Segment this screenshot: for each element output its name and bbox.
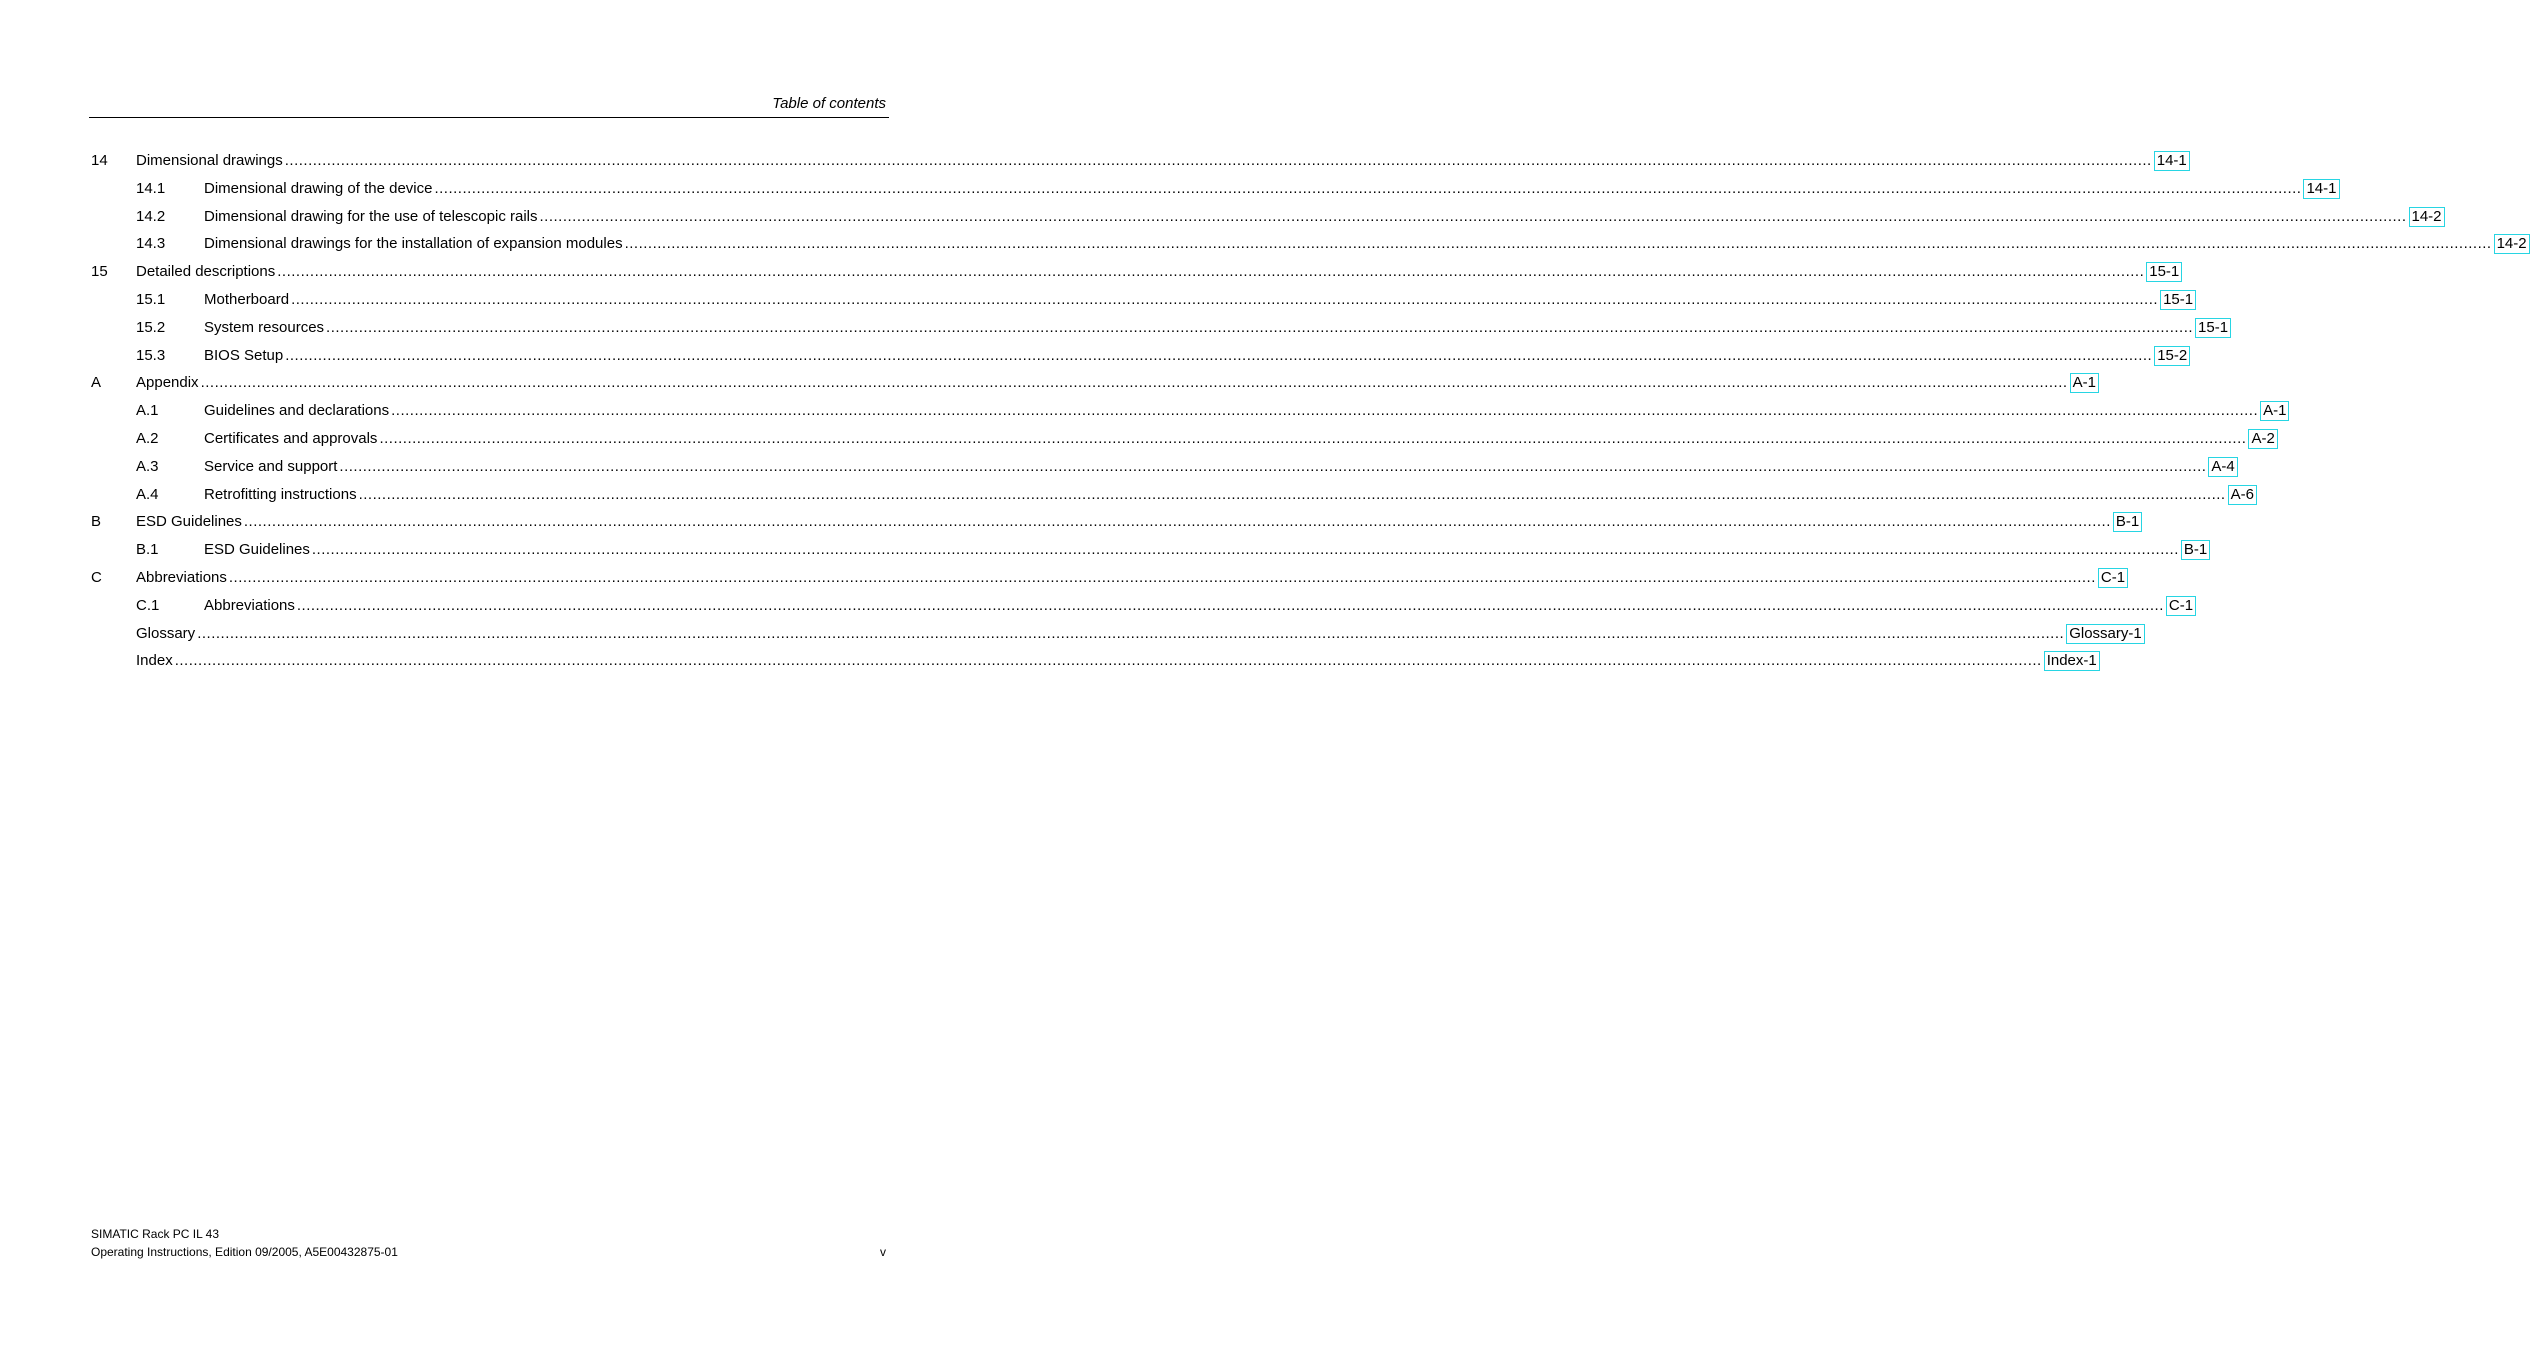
- toc-entry[interactable]: [91, 147, 2187, 175]
- toc-entry-number: 15.2: [136, 318, 166, 336]
- toc-leader-dots: ................................................................................................................................................................................................................................................................................................................................................................................................................: [200, 374, 2068, 392]
- toc-entry-title[interactable]: Dimensional drawing for the use of telescopic rails: [204, 207, 538, 225]
- toc-page-link[interactable]: B-1: [2113, 512, 2142, 532]
- toc-entry-title[interactable]: BIOS Setup: [204, 346, 284, 364]
- toc-entry-number: C.1: [136, 596, 160, 614]
- toc-leader-dots: ................................................................................................................................................................................................................................................................................................................................................................................................................: [326, 318, 2194, 336]
- toc-entry-number: 14.1: [136, 179, 166, 197]
- toc-leader-dots: ................................................................................................................................................................................................................................................................................................................................................................................................................: [624, 235, 2492, 253]
- toc-entry[interactable]: [91, 203, 2442, 231]
- toc-page-link[interactable]: B-1: [2181, 540, 2210, 560]
- toc-entry-title[interactable]: Appendix: [136, 374, 199, 392]
- toc-entry-title[interactable]: Abbreviations: [136, 568, 227, 586]
- toc-entry[interactable]: [91, 230, 2527, 258]
- toc-entry[interactable]: [91, 564, 2126, 592]
- toc-entry-title[interactable]: Service and support: [204, 457, 338, 475]
- toc-page-link[interactable]: 15-1: [2195, 318, 2231, 338]
- toc-page-link[interactable]: C-1: [2098, 568, 2128, 588]
- toc-leader-dots: ................................................................................................................................................................................................................................................................................................................................................................................................................: [243, 513, 2111, 531]
- toc-entry-title[interactable]: System resources: [204, 318, 325, 336]
- toc-leader-dots: ................................................................................................................................................................................................................................................................................................................................................................................................................: [174, 652, 2042, 670]
- toc-entry[interactable]: [91, 425, 2275, 453]
- toc-page-link[interactable]: 14-1: [2303, 179, 2339, 199]
- toc-leader-dots: ................................................................................................................................................................................................................................................................................................................................................................................................................: [339, 457, 2207, 475]
- toc-entry-title[interactable]: ESD Guidelines: [204, 541, 310, 559]
- toc-entry[interactable]: [91, 342, 2188, 370]
- table-of-contents: [91, 147, 2527, 675]
- toc-entry-title[interactable]: Certificates and approvals: [204, 429, 378, 447]
- toc-entry-number: A.1: [136, 402, 159, 420]
- toc-leader-dots: ................................................................................................................................................................................................................................................................................................................................................................................................................: [291, 290, 2159, 308]
- toc-entry[interactable]: [91, 175, 2337, 203]
- toc-leader-dots: ................................................................................................................................................................................................................................................................................................................................................................................................................: [277, 263, 2145, 281]
- toc-page-link[interactable]: A-1: [2070, 373, 2099, 393]
- toc-entry-title[interactable]: Detailed descriptions: [136, 263, 276, 281]
- toc-entry-number: A.2: [136, 429, 159, 447]
- toc-entry-title[interactable]: Motherboard: [204, 290, 290, 308]
- toc-entry-number: A: [91, 374, 102, 392]
- toc-page-link[interactable]: 14-2: [2494, 234, 2530, 254]
- toc-page-link[interactable]: 14-1: [2154, 151, 2190, 171]
- toc-entry-number: 15.1: [136, 290, 166, 308]
- toc-page-link[interactable]: C-1: [2166, 596, 2196, 616]
- toc-leader-dots: ................................................................................................................................................................................................................................................................................................................................................................................................................: [228, 568, 2096, 586]
- toc-leader-dots: ................................................................................................................................................................................................................................................................................................................................................................................................................: [358, 485, 2226, 503]
- toc-entry[interactable]: [91, 369, 2096, 397]
- toc-entry[interactable]: [91, 314, 2229, 342]
- toc-entry[interactable]: [91, 286, 2194, 314]
- toc-entry-number: 15.3: [136, 346, 166, 364]
- toc-entry-number: A.3: [136, 457, 159, 475]
- toc-page-link[interactable]: A-2: [2248, 429, 2277, 449]
- toc-page-link[interactable]: 15-2: [2154, 346, 2190, 366]
- toc-leader-dots: ................................................................................................................................................................................................................................................................................................................................................................................................................: [197, 624, 2065, 642]
- toc-entry[interactable]: [91, 620, 2142, 648]
- toc-page-link[interactable]: A-6: [2228, 485, 2257, 505]
- toc-leader-dots: ................................................................................................................................................................................................................................................................................................................................................................................................................: [284, 152, 2152, 169]
- toc-entry[interactable]: [91, 647, 2097, 675]
- toc-entry-title[interactable]: Dimensional drawings: [136, 152, 283, 169]
- toc-entry[interactable]: [91, 508, 2140, 536]
- toc-leader-dots: ................................................................................................................................................................................................................................................................................................................................................................................................................: [296, 596, 2164, 614]
- toc-entry-number: A.4: [136, 485, 159, 503]
- toc-page-link[interactable]: 15-1: [2160, 290, 2196, 310]
- toc-entry-title[interactable]: Index: [136, 652, 173, 670]
- toc-entry-title[interactable]: Glossary: [136, 624, 196, 642]
- toc-entry-title[interactable]: Guidelines and declarations: [204, 402, 390, 420]
- toc-page-link[interactable]: 14-2: [2409, 207, 2445, 227]
- toc-page-link[interactable]: Glossary-1: [2066, 624, 2145, 644]
- toc-entry-title[interactable]: Dimensional drawing of the device: [204, 179, 433, 197]
- toc-entry[interactable]: [91, 258, 2180, 286]
- toc-entry-number: B: [91, 513, 102, 531]
- toc-leader-dots: ................................................................................................................................................................................................................................................................................................................................................................................................................: [539, 207, 2407, 225]
- toc-entry[interactable]: [91, 592, 2194, 620]
- header-rule: [89, 117, 889, 118]
- toc-entry[interactable]: [91, 481, 2254, 509]
- footer-page-number: v: [880, 1245, 886, 1259]
- toc-page-link[interactable]: A-1: [2260, 401, 2289, 421]
- page-header-title: Table of contents: [772, 95, 886, 112]
- toc-leader-dots: ................................................................................................................................................................................................................................................................................................................................................................................................................: [285, 346, 2153, 364]
- toc-page-link[interactable]: 15-1: [2146, 262, 2182, 282]
- toc-entry-number: C: [91, 568, 102, 586]
- toc-entry[interactable]: [91, 397, 2287, 425]
- toc-entry-number: 14: [91, 152, 108, 169]
- toc-leader-dots: ................................................................................................................................................................................................................................................................................................................................................................................................................: [379, 429, 2247, 447]
- toc-leader-dots: ................................................................................................................................................................................................................................................................................................................................................................................................................: [434, 179, 2302, 197]
- toc-entry-title[interactable]: Dimensional drawings for the installation of expansion modules: [204, 235, 623, 253]
- toc-entry-number: 14.2: [136, 207, 166, 225]
- toc-entry-number: 15: [91, 263, 108, 281]
- toc-entry-number: 14.3: [136, 235, 166, 253]
- toc-entry-number: B.1: [136, 541, 159, 559]
- footer-edition: Operating Instructions, Edition 09/2005, A5E00432875-01: [91, 1245, 398, 1259]
- toc-leader-dots: ................................................................................................................................................................................................................................................................................................................................................................................................................: [391, 402, 2259, 420]
- toc-entry[interactable]: [91, 453, 2235, 481]
- toc-page-link[interactable]: A-4: [2208, 457, 2237, 477]
- toc-entry[interactable]: [91, 536, 2208, 564]
- toc-entry-title[interactable]: Abbreviations: [204, 596, 295, 614]
- toc-leader-dots: ................................................................................................................................................................................................................................................................................................................................................................................................................: [311, 541, 2179, 559]
- toc-entry-title[interactable]: ESD Guidelines: [136, 513, 242, 531]
- toc-entry-title[interactable]: Retrofitting instructions: [204, 485, 357, 503]
- toc-page-link[interactable]: Index-1: [2044, 651, 2100, 671]
- footer-product: SIMATIC Rack PC IL 43: [91, 1227, 220, 1241]
